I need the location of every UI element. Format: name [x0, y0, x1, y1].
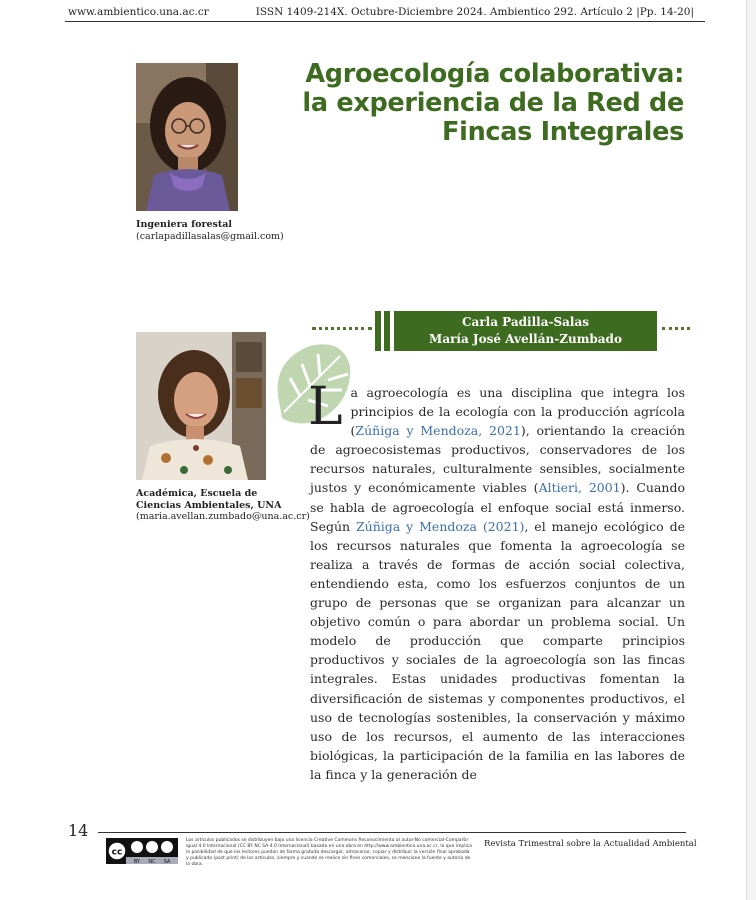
author1-role: Ingeniera forestal	[136, 219, 233, 230]
dotted-rule-right	[662, 327, 690, 330]
title-line-3: Fincas Integrales	[442, 117, 684, 147]
header-divider	[65, 21, 705, 22]
body-text-1: a agroecología es una disciplina que integra los principios de la ecología con la producción agrícola (	[350, 385, 685, 439]
sa-label: SA	[163, 859, 171, 864]
dotted-rule-left	[312, 327, 372, 330]
author1-photo	[136, 63, 238, 211]
body-text-3: ). Cuando se habla de agroecología el enfoque social está inmerso. Según	[310, 480, 685, 534]
author-band	[394, 311, 657, 351]
license-text: Los artículos publicados se distribuyen bajo una licencia Creative Commons Reconocimiento al autor-No comercial-Compartir igual 4.0 Internacional (CC BY NC SA 4.0 Internacional) basada en una obra en http://www.ambientico.una.ac.cr, lo que implica la posibilidad de que los lectores puedan de forma gratuita descargar, almacenar, copiar y distribuir la versión final aprobada y publicada (post print) de los artículos, siempre y cuando se realice sin fines comerciales, se mencione la fuente y autoría de la obra.	[186, 838, 472, 867]
journal-name: Revista Trimestral sobre la Actualidad Ambiental	[484, 839, 697, 849]
footer-divider	[98, 832, 686, 833]
page-number: 14	[68, 821, 89, 840]
title-line-2: la experiencia de la Red de	[302, 88, 684, 118]
author1-caption	[136, 219, 306, 242]
creative-commons-icon[interactable]	[106, 838, 178, 864]
author2-email: (maria.avellan.zumbado@una.ac.cr)	[136, 511, 310, 522]
band-bars	[375, 311, 392, 351]
body-text-4: , el manejo ecológico de los recursos naturales que fomenta la agroecología se realiza a través de formas de acción social colectiva, entendiendo esta, como los esfuerzos conjuntos de un grupo de personas que se organizan para alcanzar un objetivo común o para abordar un problema social. Un modelo de producción que comparte principios productivos y sociales de la agroecología son las fincas integrales. Estas unidades productivas fomentan la diversificación de sistemas y componentes productivos, el uso de tecnologías sostenibles, la conservación y máximo uso de los recursos, el aumento de las interacciones biológicas, la participación de la familia en las labores de la finca y la generación de	[310, 518, 685, 782]
article-title	[254, 60, 684, 147]
citation-link[interactable]: Zúñiga y Mendoza, 2021	[355, 423, 521, 439]
by-label: BY	[133, 859, 141, 864]
body-text-2: ), orientando la creación de agroecosistemas productivos, conservadores de los recursos naturales, culturalmente sensibles, socialmente justos y económicamente viables (	[310, 423, 685, 496]
author2-caption	[136, 488, 310, 523]
drop-cap: L	[308, 377, 343, 437]
title-line-1: Agroecología colaborativa:	[305, 59, 684, 89]
cc-label: cc	[111, 847, 123, 858]
author2-role: Académica, Escuela de Ciencias Ambientales, UNA	[136, 488, 282, 511]
header-issn: ISSN 1409-214X. Octubre-Diciembre 2024. Ambientico 292. Artículo 2 |Pp. 14-20|	[255, 6, 694, 18]
citation-link[interactable]: Zúñiga y Mendoza (2021)	[355, 518, 525, 534]
citation-link[interactable]: Altieri, 2001	[538, 480, 621, 496]
author2-photo	[136, 332, 266, 480]
author2-name: María José Avellán-Zumbado	[429, 332, 622, 346]
page-edge	[746, 0, 756, 900]
article-body	[308, 377, 685, 784]
nc-label: NC	[148, 859, 156, 864]
author1-name: Carla Padilla-Salas	[462, 315, 589, 329]
author1-email: (carlapadillasalas@gmail.com)	[136, 230, 284, 242]
header-site-url: www.ambientico.una.ac.cr	[68, 6, 209, 18]
